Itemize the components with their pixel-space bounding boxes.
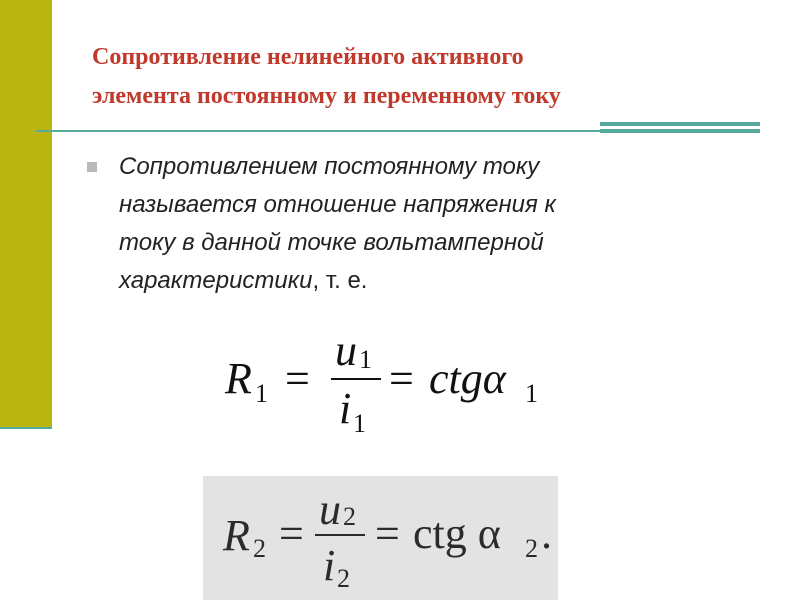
title-divider-bars (600, 122, 760, 136)
bullet-marker (87, 162, 97, 172)
formula2-fraction-bar (315, 534, 365, 536)
left-accent-bar (0, 0, 52, 427)
title-line-2: элемента постоянному и переменному току (92, 83, 561, 109)
formula2-num-sub: 2 (343, 502, 356, 531)
formula-ac-resistance (203, 476, 558, 600)
title-line-1: Сопротивление нелинейного активного (92, 44, 524, 70)
bullet-line-4-italic: характеристики (119, 267, 313, 294)
bullet-line-4 (119, 262, 759, 300)
formula1-den: i (339, 384, 352, 433)
formula1-fraction-bar (331, 378, 381, 380)
formula2-num: u (319, 485, 341, 534)
formula2-lhs: R (223, 511, 250, 560)
formula2-eq1: = (279, 509, 304, 558)
left-accent-rule (0, 427, 52, 429)
formula2-eq2: = (375, 509, 400, 558)
formula2-end: . (541, 509, 552, 558)
formula1-eq2: = (389, 354, 414, 403)
formula2-rhs-sub: 2 (525, 534, 538, 563)
bullet-line-1: Сопротивлением постоянному току (119, 153, 540, 180)
scanned-formula-image (203, 476, 558, 600)
bullet-line-2: называется отношение напряжения к (119, 191, 556, 218)
formula-dc-resistance (225, 326, 555, 455)
slide-title (92, 38, 772, 116)
formula2-den: i (323, 541, 336, 590)
formula2-rhs: ctg α (413, 509, 501, 558)
formula1-den-sub: 1 (353, 409, 366, 438)
formula1-rhs: ctgα (429, 354, 506, 403)
formula1-eq1: = (285, 354, 310, 403)
formula1-num-sub: 1 (359, 345, 372, 374)
bullet-text (119, 148, 759, 300)
formula2-den-sub: 2 (337, 564, 350, 593)
bullet-line-3: току в данной точке вольтамперной (119, 229, 544, 256)
formula1-lhs: R (225, 354, 252, 403)
formula1-rhs-sub: 1 (525, 379, 538, 408)
formula1-num: u (335, 326, 357, 375)
formula1-lhs-sub: 1 (255, 379, 268, 408)
bullet-line-4-rest: , т. е. (312, 267, 368, 294)
formula2-lhs-sub: 2 (253, 534, 266, 563)
